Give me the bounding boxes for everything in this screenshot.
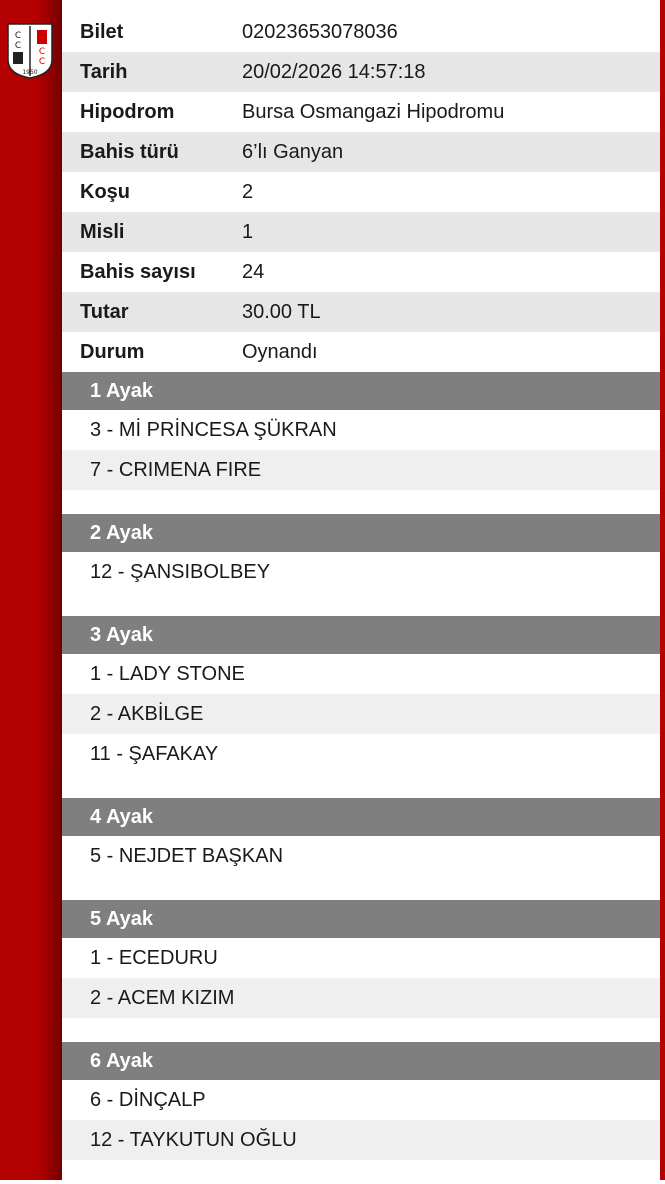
club-logo-icon [6,20,54,80]
horse-selection: 2 - ACEM KIZIM [62,978,660,1018]
ticket-field-value: 02023653078036 [242,20,398,43]
ticket-field-label: Bilet [80,20,124,43]
ticket-field-label: Durum [80,340,145,363]
ticket-field-value: 30.00 TL [242,300,321,323]
ticket-row [62,12,660,52]
leg-header: 3 Ayak [62,616,660,654]
ticket-field-value: 6’lı Ganyan [242,140,344,163]
leg-spacer [62,876,660,900]
svg-text:C: C [38,57,46,67]
ticket-field-label: Bahis sayısı [80,260,196,283]
ticket-row [62,172,660,212]
leg-header: 2 Ayak [62,514,660,552]
leg-header: 1 Ayak [62,372,660,410]
svg-text:C: C [38,47,46,57]
ticket-field-value: 2 [242,180,254,203]
horse-selection: 1 - LADY STONE [90,662,245,685]
ticket-row [62,332,660,372]
horse-selection: 3 - Mİ PRİNCESA ŞÜKRAN [90,418,337,441]
ticket-field-label: Koşu [80,180,130,203]
ticket-field-value: 24 [242,260,265,283]
horse-selection: 7 - CRIMENA FIRE [62,450,660,490]
horse-selection: 1 - ECEDURU [90,946,218,969]
ticket-field-label: Misli [80,220,125,243]
leg-header: 6 Ayak [62,1042,660,1080]
horse-selection: 2 - AKBİLGE [62,694,660,734]
horse-selection: 6 - DİNÇALP [90,1088,206,1111]
leg-header: 4 Ayak [62,798,660,836]
leg-header: 5 Ayak [62,900,660,938]
leg-spacer [62,1018,660,1042]
ticket-field-value: 20/02/2026 14:57:18 [242,60,426,83]
ticket-details [62,12,660,1184]
ticket-field-value: Bursa Osmangazi Hipodromu [242,100,505,123]
ticket-info-table [62,12,660,372]
svg-text:1950: 1950 [22,69,38,76]
ticket-row [62,92,660,132]
ticket-row [62,132,660,172]
svg-text:C: C [14,41,22,51]
ticket-row [62,212,660,252]
right-edge-bar [660,0,665,1180]
leg-spacer [62,490,660,514]
ticket-field-value: Oynandı [242,340,318,363]
leg-spacer [62,774,660,798]
left-sidebar [0,0,62,1180]
ticket-field-label: Bahis türü [80,140,179,163]
svg-text:C: C [14,31,22,41]
horse-selection: 5 - NEJDET BAŞKAN [90,844,284,867]
ticket-field-label: Tutar [80,300,129,323]
horse-selection: 12 - ŞANSIBOLBEY [90,560,271,583]
ticket-field-label: Hipodrom [80,100,175,123]
horse-selection: 11 - ŞAFAKAY [90,742,219,765]
leg-spacer [62,1160,660,1184]
ticket-row [62,52,660,92]
ticket-row [62,252,660,292]
horse-selection: 12 - TAYKUTUN OĞLU [62,1120,660,1160]
ticket-field-label: Tarih [80,60,128,83]
ticket-row [62,292,660,332]
ticket-field-value: 1 [242,220,254,243]
leg-spacer [62,592,660,616]
legs-list [62,372,660,1184]
